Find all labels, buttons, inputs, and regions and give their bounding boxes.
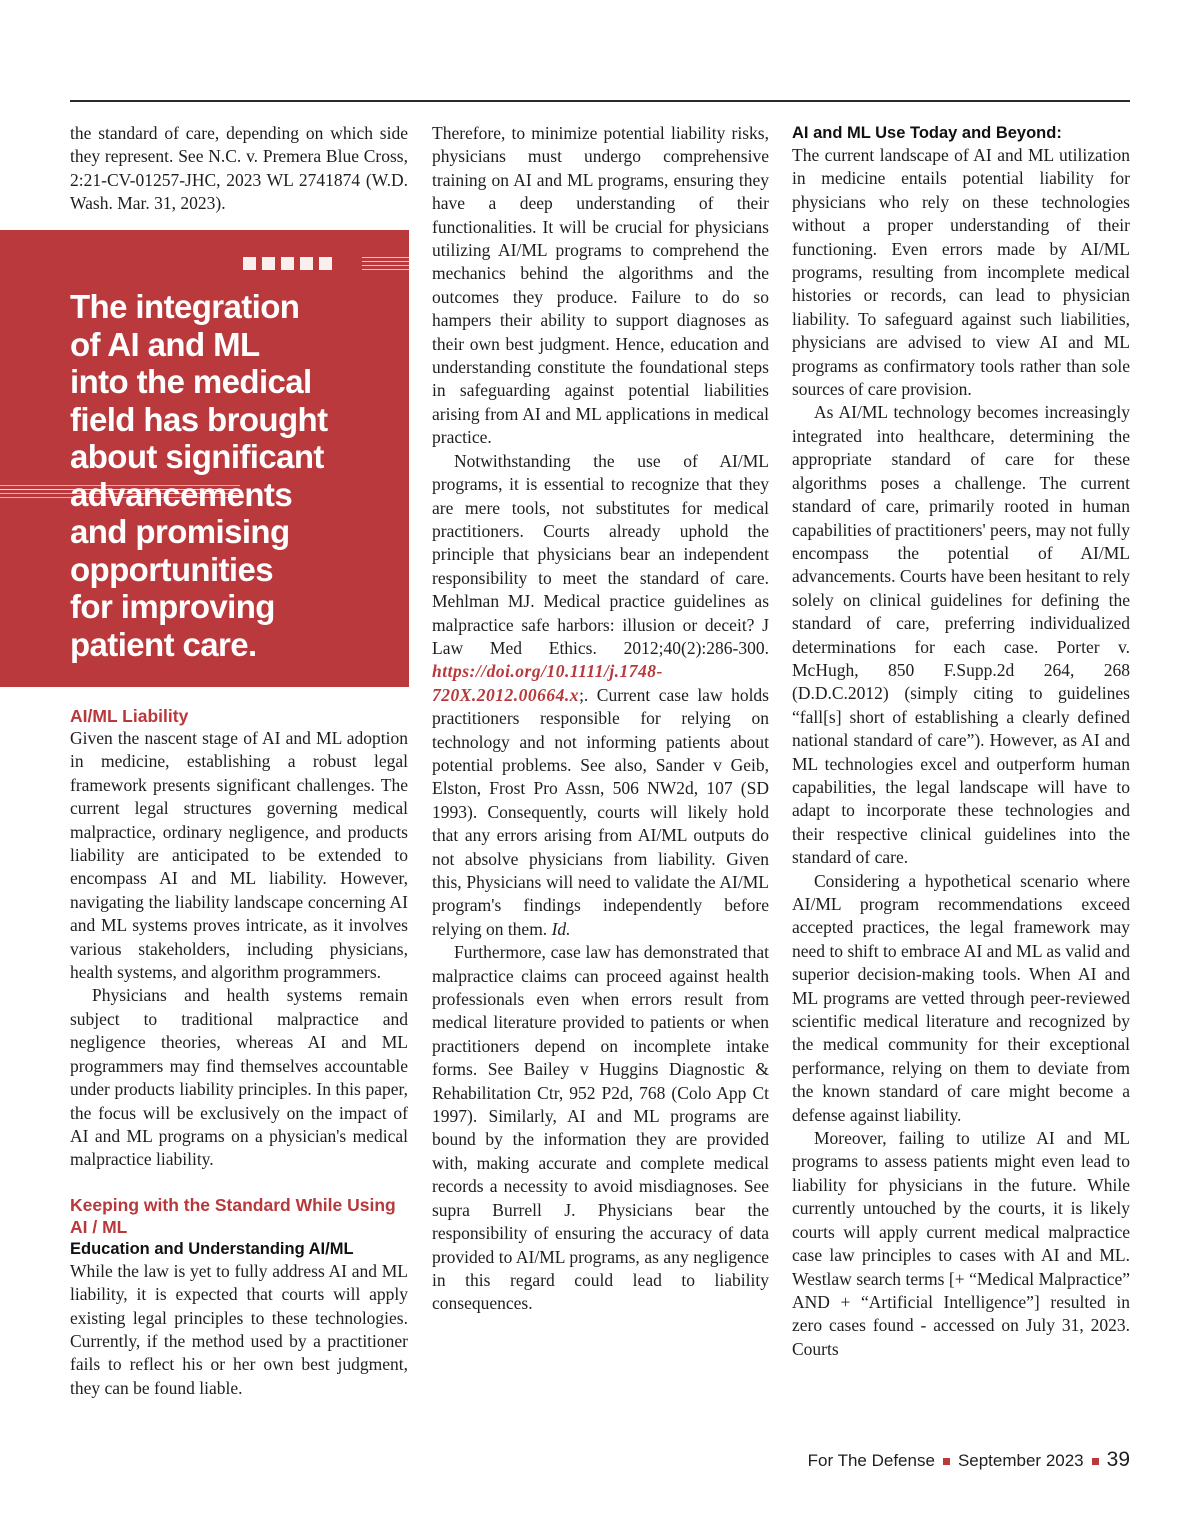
- decorative-squares: [243, 257, 332, 270]
- paragraph: While the law is yet to fully address AI and ML liability, it is expected that courts will apply existing legal principles to these technologies. Currently, if the method used by a practitioner fails to reflect his or her own best judgment, they can be found liable.: [70, 1260, 408, 1398]
- section-heading: AI and ML Use Today and Beyond:: [792, 124, 1062, 142]
- publication-name: For The Defense: [807, 1451, 935, 1470]
- column-1-bottom: [70, 705, 408, 1400]
- separator-square: [1092, 1458, 1099, 1465]
- paragraph: Considering a hypothetical scenario where AI/ML program recommendations exceed accepted practices, the legal framework may need to shift to embrace AI and ML as valid and superior decision-making tools. When AI and ML programs are vetted through peer-reviewed scientific medical literature and recognized by the medical community for their exceptional performance, relying on them to deviate from the known standard of care might become a defense against liability.: [792, 870, 1130, 1125]
- decorative-lines-right: [362, 257, 409, 273]
- paragraph: As AI/ML technology becomes increasingly integrated into healthcare, determining the appropriate standard of care for these algorithms poses a challenge. The current standard of care, primarily rooted in human capabilities of practitioners' peers, may not fully encompass the potential of AI/ML advancements. Courts have been hesitant to rely solely on clinical guidelines for defining the standard of care, preferring individualized determinations for each case. Porter v. McHugh, 850 F.Supp.2d 264, 268 (D.D.C.2012) (simply citing to guidelines “fall[s] short of establishing a clearly defined national standard of care”). However, as AI and ML technologies excel and outperform human capabilities, the legal landscape will have to adapt to incorporate these technologies and their respective clinical guidelines into the standard of care.: [792, 402, 1130, 868]
- page-footer: [600, 1448, 1130, 1472]
- section-heading: Keeping with the Standard While Using AI / ML: [70, 1194, 396, 1237]
- paragraph: Furthermore, case law has demonstrated that malpractice claims can proceed against health professionals even when errors result from medical literature provided to patients or when practitioners depend on incomplete intake forms. See Bailey v Huggins Diagnostic & Rehabilitation Ctr, 952 P2d, 768 (Colo App Ct 1997). Similarly, AI and ML programs are bound by the information they are provided with, making accurate and complete medical records a necessity to avoid misdiagnoses. See supra Burrell J. Physicians bear the responsibility of ensuring the accuracy of data provided to AI/ML programs, as any negligence in this regard could lead to liability consequences.: [432, 942, 769, 1314]
- column-2: [432, 122, 769, 1316]
- text-run: Notwithstanding the use of AI/ML programs, it is essential to recognize that they are mere tools, not substitutes for medical practitioners. Courts already uphold the principle that physicians bear an independent responsibility to meet the standard of care. Mehlman MJ. Medical practice guidelines as malpractice safe harbors: illusion or deceit? J Law Med Ethics. 2012;40(2):286-300.: [432, 450, 769, 658]
- section-heading: AI/ML Liability: [70, 706, 189, 726]
- paragraph: The current landscape of AI and ML utilization in medicine entails potential liability for physicians who rely on these technologies without a proper understanding of their functioning. Even errors made by AI/ML programs, resulting from incomplete medical histories or records, can lead to physician liability. To safeguard against such liabilities, physicians are advised to view AI and ML programs as confirmatory tools rather than sole sources of care provision.: [792, 145, 1130, 400]
- page-number: 39: [1106, 1448, 1130, 1471]
- doi-link[interactable]: https://doi.org/10.1111/j.1748-720X.2012.00664.x: [432, 661, 663, 705]
- citation-id: Id.: [551, 918, 571, 939]
- paragraph: [432, 450, 769, 942]
- paragraph: Therefore, to minimize potential liability risks, physicians must undergo comprehensive training on AI and ML programs, ensuring they have a deep understanding of their functionalities. It will be crucial for physicians utilizing AI/ML programs to comprehend the mechanics behind the algorithms and the outcomes they produce. Failure to do so hampers their ability to support diagnoses as their own best judgment. Hence, education and understanding constitute the foundational steps in safeguarding against potential liabilities arising from AI and ML applications in medical practice.: [432, 123, 769, 448]
- text-run: ;. Current case law holds practitioners responsible for relying on technology and not informing patients about potential problems. See also, Sander v Geib, Elston, Frost Pro Assn, 506 NW2d, 107 (SD 1993). Consequently, courts will likely hold that any errors arising from AI/ML outputs do not absolve physicians from liability. Given this, Physicians will need to validate the AI/ML program's findings independently before relying on them.: [432, 684, 769, 939]
- separator-square: [943, 1458, 950, 1465]
- pull-quote-text: The integration of AI and ML into the medical field has brought about significant advancements and promising opportunities for improving patient care.: [70, 288, 328, 663]
- paragraph: the standard of care, depending on which side they represent. See N.C. v. Premera Blue Cross, 2:21-CV-01257-JHC, 2023 WL 2741874 (W.D. Wash. Mar. 31, 2023).: [70, 123, 408, 214]
- sub-heading: Education and Understanding AI/ML: [70, 1239, 354, 1258]
- issue-date: September 2023: [957, 1451, 1084, 1470]
- column-3: [792, 122, 1130, 1361]
- pull-quote-box: [0, 230, 409, 687]
- paragraph: Given the nascent stage of AI and ML adoption in medicine, establishing a robust legal framework presents significant challenges. The current legal structures governing medical malpractice, ordinary negligence, and products liability are anticipated to be extended to encompass AI and ML liability. However, navigating the liability landscape concerning AI and ML systems proves intricate, as it involves various stakeholders, including physicians, health systems, and algorithm programmers.: [70, 728, 408, 983]
- paragraph: Moreover, failing to utilize AI and ML programs to assess patients might even lead to liability for physicians in the future. While currently untouched by the courts, it is likely courts will apply current medical malpractice case law principles to cases with AI and ML. Westlaw search terms [+ “Medical Malpractice” AND + “Artificial Intelligence”] resulted in zero cases found - accessed on July 31, 2023. Courts: [792, 1128, 1130, 1359]
- paragraph: Physicians and health systems remain subject to traditional malpractice and negligence theories, whereas AI and ML programmers may find themselves accountable under products liability principles. In this paper, the focus will be exclusively on the impact of AI and ML programs on a physician's medical malpractice liability.: [70, 985, 408, 1170]
- top-rule: [70, 100, 1130, 102]
- column-1-top: [70, 122, 408, 216]
